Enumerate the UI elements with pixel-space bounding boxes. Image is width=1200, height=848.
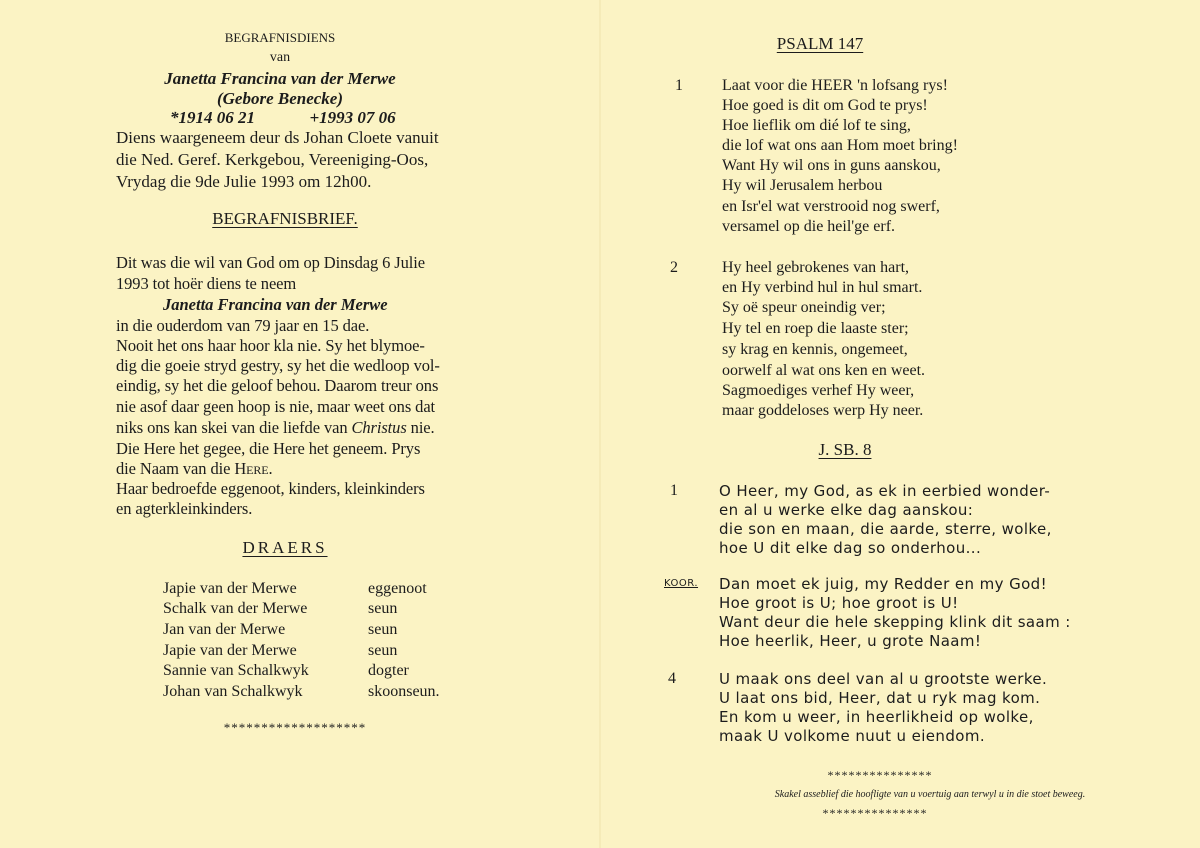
brief-line: Dit was die wil van God om op Dinsdag 6 Julie <box>116 253 425 272</box>
brief-line: Haar bedroefde eggenoot, kinders, kleinkinders <box>116 479 425 498</box>
maiden-name: (Gebore Benecke) <box>216 89 344 108</box>
psalm-line: sy krag en kennis, ongemeet, <box>722 341 908 358</box>
psalm-line: Hy wil Jerusalem herbou <box>722 177 883 194</box>
hymn-line: hoe U dit elke dag so onderhou... <box>719 539 982 557</box>
stars-divider: *************** <box>827 768 933 782</box>
hymn-line: U maak ons deel van al u grootste werke. <box>719 670 1048 688</box>
bearer-relation: seun <box>368 621 398 638</box>
koor-label: KOOR. <box>664 578 699 589</box>
brief-line: Die Here het gegee, die Here het geneem. Prys <box>116 439 421 458</box>
hymn-line: maak U volkome nuut u eiendom. <box>719 727 986 745</box>
hymn-line: U laat ons bid, Heer, dat u ryk mag kom. <box>719 689 1041 707</box>
koor-line: Dan moet ek juig, my Redder en my God! <box>719 575 1048 593</box>
brief-line: nie asof daar geen hoop is nie, maar weet ons dat <box>116 397 436 416</box>
verse-number: 4 <box>668 670 676 687</box>
psalm-line: Hoe lieflik om dié lof te sing, <box>722 117 911 134</box>
right-page <box>600 0 1200 848</box>
service-heading: BEGRAFNISDIENS <box>224 30 336 45</box>
brief-text: . <box>268 459 273 478</box>
psalm-line: Hoe goed is dit om God te prys! <box>722 97 928 114</box>
brief-title: BEGRAFNISBRIEF. <box>212 209 358 228</box>
psalm-line: maar goddeloses werp Hy neer. <box>722 402 924 419</box>
draers-title: DRAERS <box>242 538 328 557</box>
bearer-name: Johan van Schalkwyk <box>163 683 303 700</box>
hymn-line: die son en maan, die aarde, sterre, wolke, <box>719 520 1052 538</box>
psalm-line: Hy tel en roep die laaste ster; <box>722 320 909 337</box>
koor-line: Want deur die hele skepping klink dit saam : <box>719 613 1071 631</box>
bearer-relation: eggenoot <box>368 580 427 597</box>
brief-text: die Naam van die <box>116 459 235 478</box>
brief-line-christus <box>116 418 435 438</box>
van-label: van <box>269 50 291 65</box>
psalm-line: en Isr'el wat verstrooid nog swerf, <box>722 198 940 215</box>
brief-text: nie. <box>406 418 435 437</box>
service-line: Vrydag die 9de Julie 1993 om 12h00. <box>116 172 372 191</box>
psalm-line: Want Hy wil ons in guns aanskou, <box>722 157 941 174</box>
bearer-relation: seun <box>368 600 398 617</box>
brief-line: Nooit het ons haar hoor kla nie. Sy het blymoe- <box>116 336 425 355</box>
psalm-line: en Hy verbind hul in hul smart. <box>722 279 923 296</box>
brief-line: 1993 tot hoër diens te neem <box>116 274 297 293</box>
stars-divider: ******************* <box>223 720 367 735</box>
hymn-title: J. SB. 8 <box>818 440 872 459</box>
here-text: Here <box>234 459 269 478</box>
psalm-line: versamel op die heil'ge erf. <box>722 218 896 235</box>
brief-line-here <box>116 459 273 479</box>
psalm-line: oorwelf al wat ons ken en weet. <box>722 362 926 379</box>
hymn-line: en al u werke elke dag aanskou: <box>719 501 974 519</box>
bearer-name: Japie van der Merwe <box>163 580 297 597</box>
brief-text: niks ons kan skei van die liefde van <box>116 418 352 437</box>
bearer-name: Sannie van Schalkwyk <box>163 662 309 679</box>
death-date: +1993 07 06 <box>309 108 396 127</box>
bearer-relation: dogter <box>368 662 409 679</box>
psalm-line: Sy oë speur oneindig ver; <box>722 299 886 316</box>
psalm-line: Hy heel gebrokenes van hart, <box>722 259 910 276</box>
brief-line: dig die goeie stryd gestry, sy het die wedloop vol- <box>116 356 440 375</box>
bearer-relation: seun <box>368 642 398 659</box>
birth-date: *1914 06 21 <box>170 108 255 127</box>
stars-divider: *************** <box>822 806 928 820</box>
brief-name: Janetta Francina van der Merwe <box>163 295 388 314</box>
psalm-line: die lof wat ons aan Hom moet bring! <box>722 137 958 154</box>
hymn-line: O Heer, my God, as ek in eerbied wonder- <box>719 482 1051 500</box>
bearer-name: Japie van der Merwe <box>163 642 297 659</box>
deceased-name: Janetta Francina van der Merwe <box>164 69 396 88</box>
brief-line: en agterkleinkinders. <box>116 499 253 518</box>
koor-line: Hoe groot is U; hoe groot is U! <box>719 594 959 612</box>
verse-number: 2 <box>670 259 678 276</box>
service-line: die Ned. Geref. Kerkgebou, Vereeniging-Oos, <box>116 150 429 169</box>
bearer-name: Jan van der Merwe <box>163 621 286 638</box>
brief-line: in die ouderdom van 79 jaar en 15 dae. <box>116 316 370 335</box>
life-dates <box>170 108 400 128</box>
brief-line: eindig, sy het die geloof behou. Daarom treur ons <box>116 376 439 395</box>
procession-note: Skakel asseblief die hoofligte van u voertuig aan terwyl u in die stoet beweeg. <box>774 789 1086 800</box>
service-line: Diens waargeneem deur ds Johan Cloete vanuit <box>116 128 439 147</box>
christus-text: Christus <box>351 418 407 437</box>
bearer-name: Schalk van der Merwe <box>163 600 308 617</box>
bearer-relation: skoonseun. <box>368 683 440 700</box>
psalm-line: Laat voor die HEER 'n lofsang rys! <box>722 77 948 94</box>
verse-number: 1 <box>670 482 678 499</box>
koor-line: Hoe heerlik, Heer, u grote Naam! <box>719 632 982 650</box>
psalm-line: Sagmoediges verhef Hy weer, <box>722 382 915 399</box>
verse-number: 1 <box>675 77 683 94</box>
hymn-line: En kom u weer, in heerlikheid op wolke, <box>719 708 1034 726</box>
psalm-title: PSALM 147 <box>776 34 864 53</box>
